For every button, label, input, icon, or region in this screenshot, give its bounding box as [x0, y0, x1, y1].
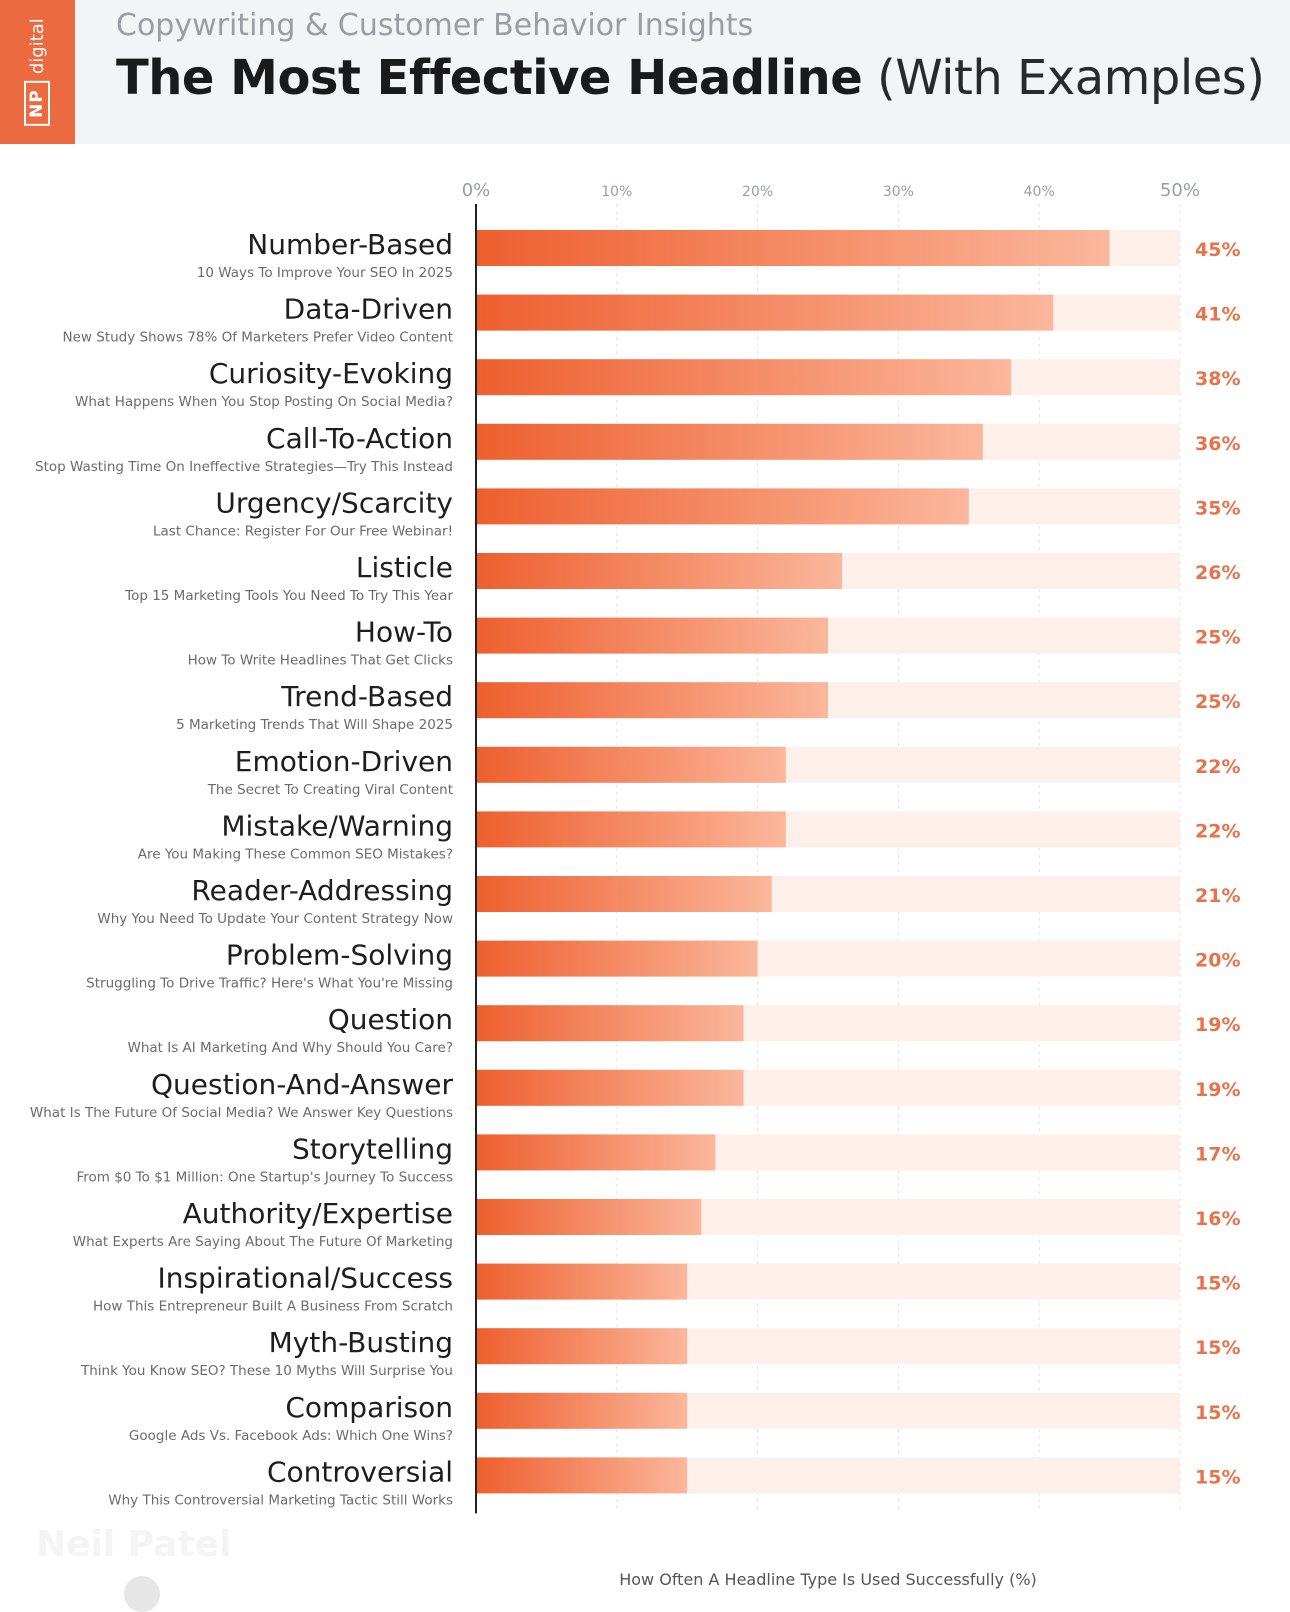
example-headline: 5 Marketing Trends That Will Shape 2025	[176, 717, 453, 734]
example-headline: 10 Ways To Improve Your SEO In 2025	[196, 265, 453, 281]
x-tick-label: 20%	[742, 184, 774, 200]
page-title	[116, 50, 1265, 106]
bar	[476, 1393, 687, 1429]
category-label: Urgency/Scarcity	[215, 486, 453, 520]
category-label: Storytelling	[291, 1132, 453, 1166]
bar	[476, 230, 1110, 266]
value-label: 17%	[1195, 1143, 1241, 1166]
header	[0, 0, 1290, 144]
bar	[476, 1328, 687, 1364]
example-headline: Are You Making These Common SEO Mistakes?	[137, 846, 453, 863]
value-label: 16%	[1195, 1208, 1241, 1230]
bar	[476, 1134, 715, 1170]
bar	[476, 618, 828, 654]
example-headline: Stop Wasting Time On Ineffective Strategies—Try This Instead	[35, 458, 453, 475]
example-headline: What Happens When You Stop Posting On Social Media?	[74, 394, 453, 411]
example-headline: Struggling To Drive Traffic? Here's What You're Missing	[86, 975, 453, 992]
bar	[476, 1070, 744, 1106]
category-label: Problem-Solving	[225, 938, 453, 972]
example-headline: From $0 To $1 Million: One Startup's Journey To Success	[76, 1169, 453, 1186]
category-labels	[30, 228, 454, 1508]
bar	[476, 682, 828, 718]
bar	[476, 1457, 687, 1493]
bar	[476, 876, 772, 912]
bar	[476, 811, 786, 847]
value-label: 45%	[1195, 239, 1241, 261]
value-label: 41%	[1195, 303, 1241, 326]
value-label: 22%	[1195, 820, 1241, 843]
title-main: The Most Effective Headline	[116, 50, 863, 106]
category-label: Number-Based	[247, 228, 453, 261]
bar	[476, 1005, 744, 1041]
category-label: Trend-Based	[281, 680, 453, 714]
bar	[476, 424, 983, 460]
category-label: Mistake/Warning	[221, 809, 453, 843]
bar-tracks	[476, 230, 1180, 1493]
np-digital-logo	[0, 0, 75, 144]
example-headline: Google Ads Vs. Facebook Ads: Which One Wins?	[128, 1427, 453, 1444]
value-label: 19%	[1195, 1078, 1241, 1101]
value-label: 35%	[1195, 497, 1241, 520]
category-label: Listicle	[355, 551, 453, 584]
category-label: Emotion-Driven	[234, 744, 453, 778]
bar	[476, 747, 786, 783]
bar	[476, 1264, 687, 1300]
category-label: Authority/Expertise	[182, 1197, 453, 1230]
category-label: Curiosity-Evoking	[208, 357, 453, 391]
x-tick-label: 0%	[461, 180, 491, 201]
category-label: Reader-Addressing	[191, 874, 453, 907]
value-label: 15%	[1195, 1272, 1241, 1295]
example-headline: Why You Need To Update Your Content Strategy Now	[97, 911, 453, 927]
value-label: 15%	[1195, 1466, 1241, 1489]
example-headline: What Is AI Marketing And Why Should You Care?	[127, 1040, 453, 1057]
x-tick-label: 10%	[601, 184, 633, 200]
logo-np: NP	[24, 81, 50, 126]
example-headline: What Is The Future Of Social Media? We Answer Key Questions	[29, 1104, 453, 1121]
category-label: Inspirational/Success	[157, 1261, 453, 1295]
page-subtitle: Copywriting & Customer Behavior Insights	[116, 8, 754, 43]
value-label: 15%	[1195, 1401, 1241, 1424]
category-label: Controversial	[266, 1455, 453, 1489]
example-headline: How This Entrepreneur Built A Business From Scratch	[92, 1298, 453, 1315]
category-label: Question-And-Answer	[150, 1067, 453, 1101]
watermark: Neil Patel	[36, 1524, 232, 1565]
value-label: 20%	[1195, 949, 1241, 972]
value-label: 25%	[1195, 691, 1241, 714]
bar	[476, 359, 1011, 395]
category-label: Myth-Busting	[268, 1326, 453, 1360]
value-label: 25%	[1195, 626, 1241, 649]
value-label: 15%	[1195, 1337, 1241, 1360]
logo-mark	[24, 18, 50, 126]
example-headline: The Secret To Creating Viral Content	[207, 781, 453, 798]
category-label: Data-Driven	[283, 292, 453, 326]
logo-digital: digital	[26, 18, 48, 75]
example-headline: Think You Know SEO? These 10 Myths Will Surprise You	[80, 1363, 453, 1380]
bar	[476, 941, 758, 977]
headline-bar-chart	[0, 144, 1290, 1600]
value-label: 26%	[1195, 562, 1241, 584]
example-headline: Why This Controversial Marketing Tactic Still Works	[108, 1492, 453, 1509]
bar	[476, 295, 1053, 331]
example-headline: What Experts Are Saying About The Future Of Marketing	[72, 1234, 453, 1250]
title-qualifier: (With Examples)	[877, 50, 1265, 106]
value-label: 36%	[1195, 432, 1241, 455]
globe-icon	[124, 1576, 160, 1612]
example-headline: Top 15 Marketing Tools You Need To Try This Year	[125, 588, 453, 604]
example-headline: New Study Shows 78% Of Marketers Prefer Video Content	[62, 329, 453, 346]
category-label: Comparison	[285, 1390, 453, 1424]
grid-lines	[617, 204, 1180, 1513]
x-axis-ticks	[462, 180, 1200, 201]
value-label: 38%	[1195, 368, 1241, 391]
example-headline: How To Write Headlines That Get Clicks	[187, 652, 453, 669]
x-tick-label: 50%	[1159, 180, 1201, 201]
x-tick-label: 40%	[1023, 184, 1055, 200]
x-tick-label: 30%	[882, 184, 914, 200]
value-label: 21%	[1195, 885, 1241, 907]
bar	[476, 1199, 701, 1235]
example-headline: Last Chance: Register For Our Free Webinar!	[153, 523, 453, 540]
category-label: How-To	[354, 615, 453, 649]
bar	[476, 488, 969, 524]
value-labels	[1195, 239, 1240, 1488]
category-label: Question	[327, 1003, 453, 1037]
value-label: 22%	[1195, 755, 1241, 778]
value-label: 19%	[1195, 1014, 1241, 1037]
category-label: Call-To-Action	[266, 421, 453, 455]
bars	[476, 230, 1110, 1493]
x-axis-label: How Often A Headline Type Is Used Successfully (%)	[619, 1570, 1037, 1589]
bar	[476, 553, 842, 589]
